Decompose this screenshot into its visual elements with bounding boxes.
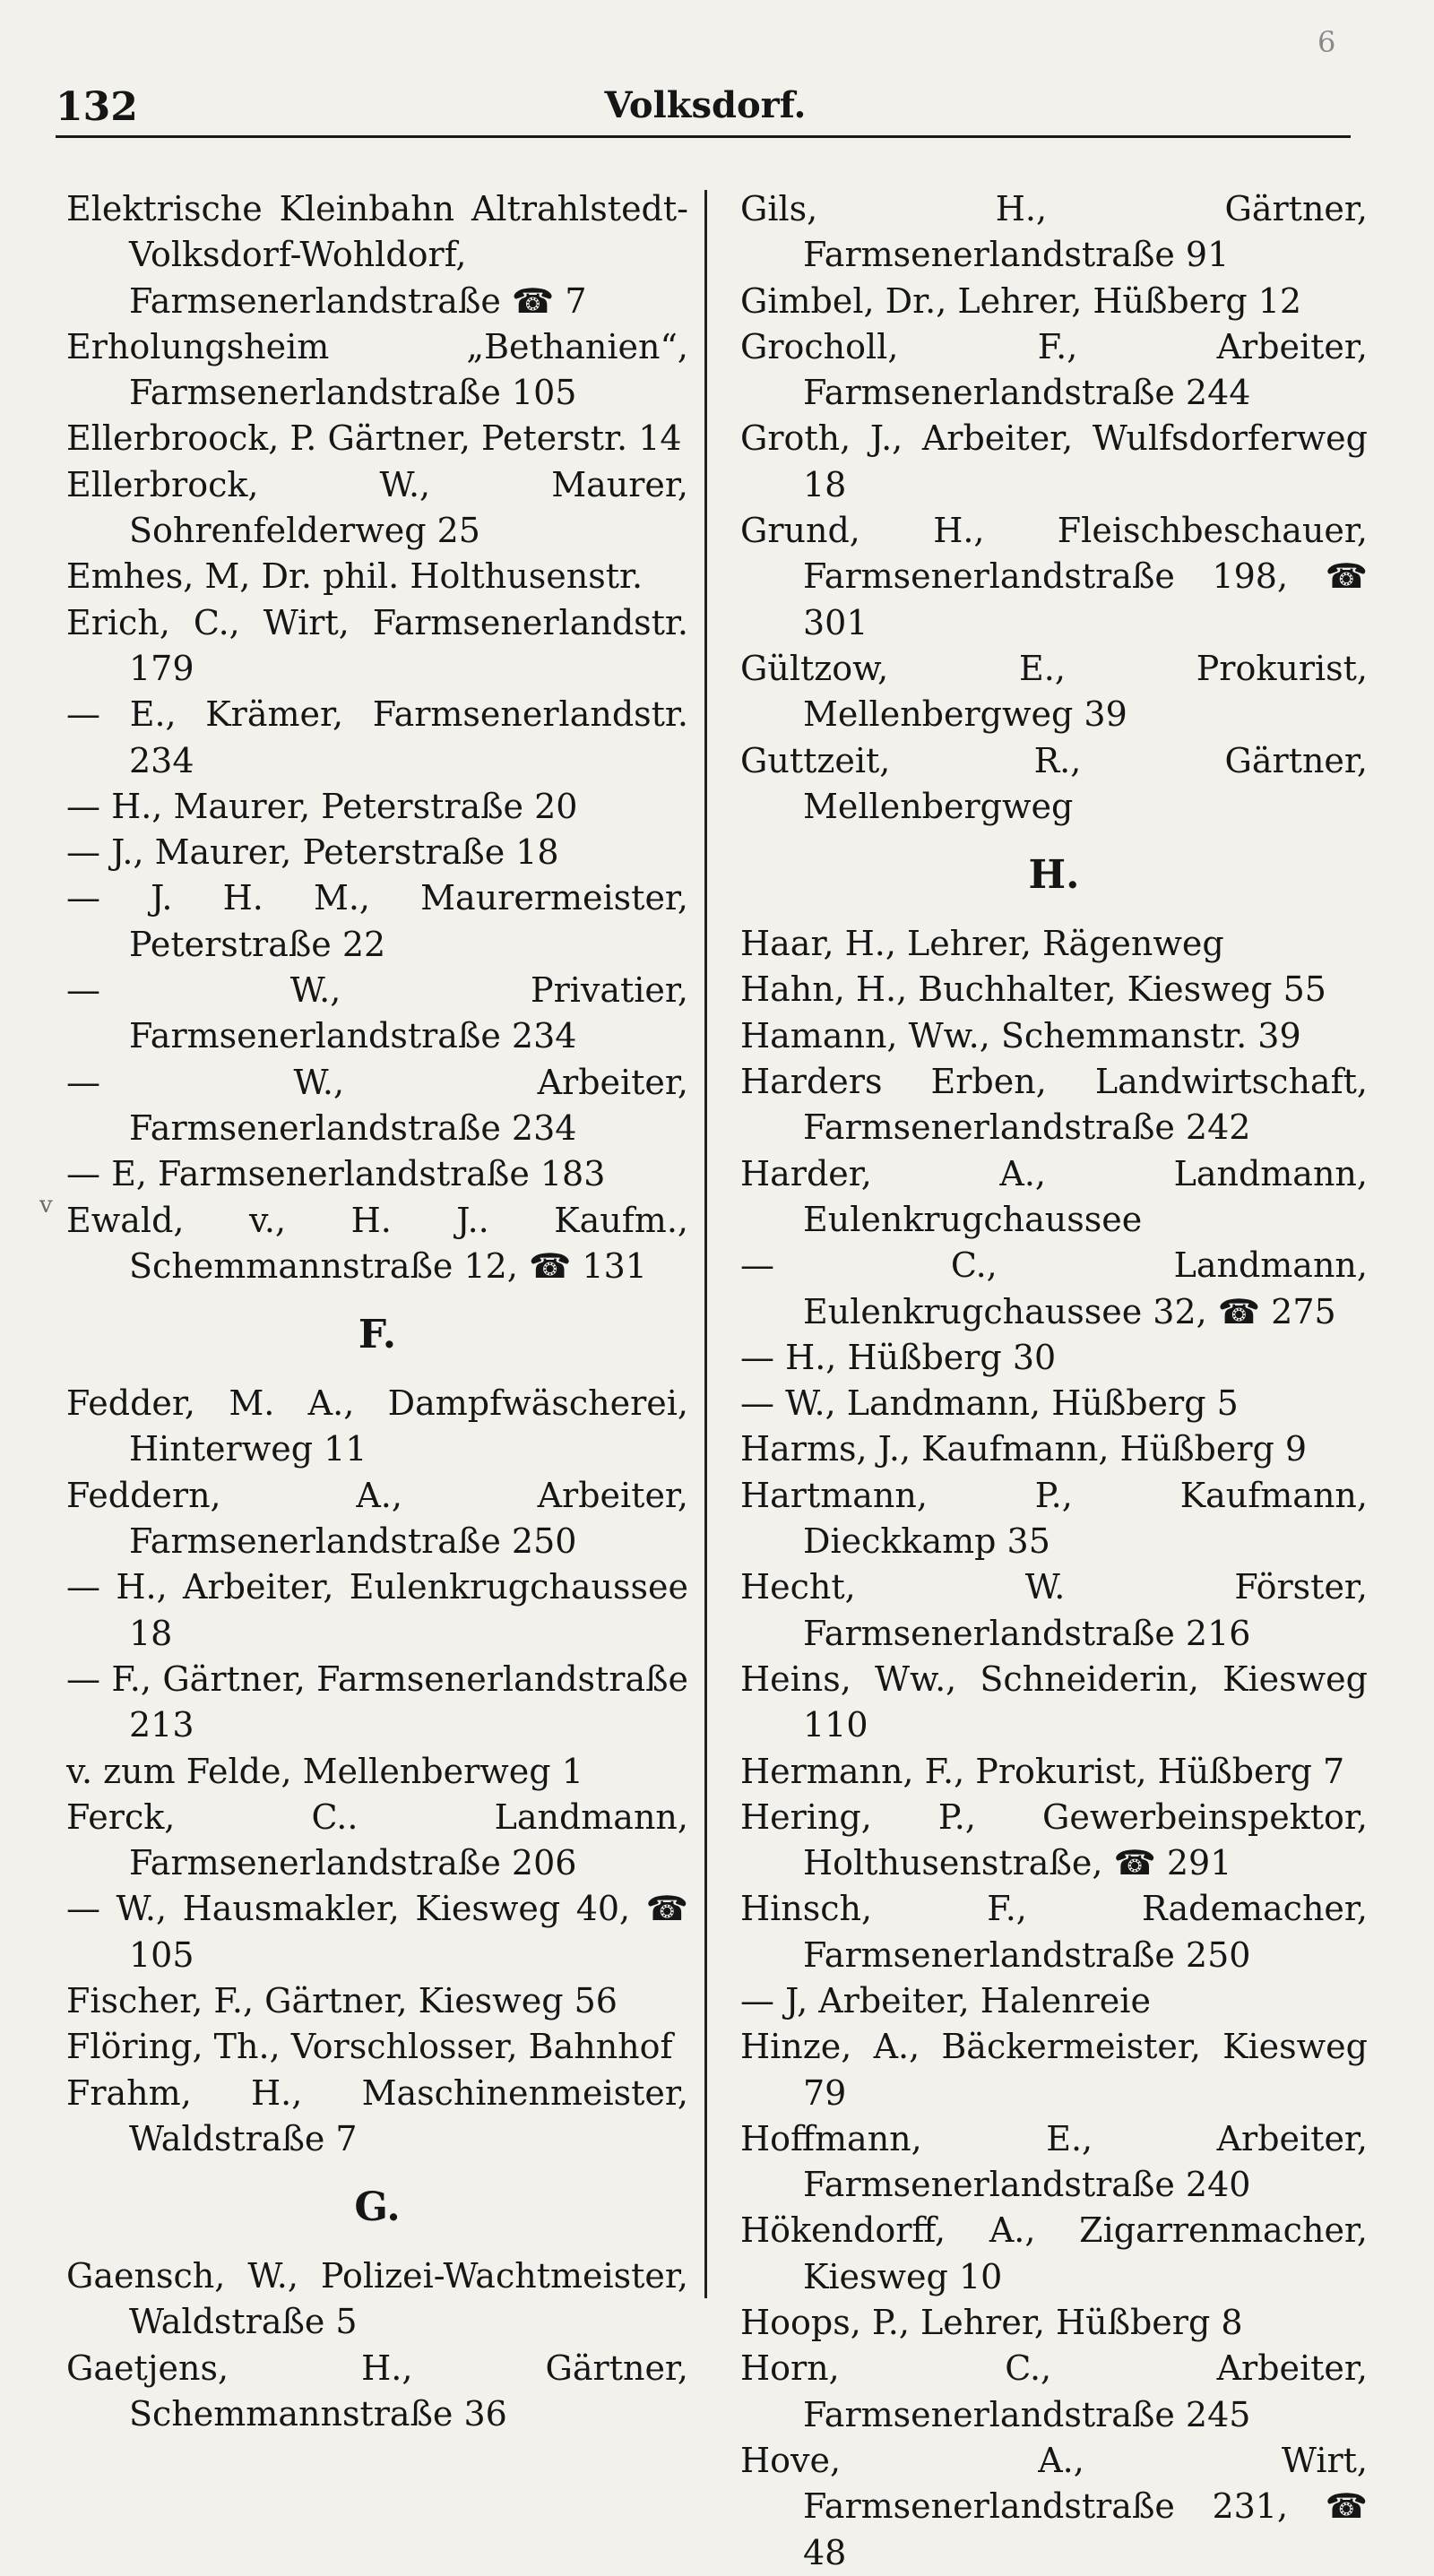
- directory-entry: Ellerbroock, P. Gärtner, Peterstr. 14: [66, 418, 682, 459]
- margin-mark: v: [39, 1192, 53, 1219]
- directory-entry: Hoops, P., Lehrer, Hüßberg 8: [740, 2303, 1243, 2343]
- directory-entry: v. zum Felde, Mellenberweg 1: [66, 1751, 583, 1791]
- directory-entry: Hecht, W. Förster, Farmsenerlandstraße 216: [740, 1567, 1368, 1653]
- directory-entry: — E, Farmsenerlandstraße 183: [66, 1154, 606, 1194]
- directory-entry: Harders Erben, Landwirtschaft, Farmsenerlandstraße 242: [740, 1062, 1368, 1148]
- directory-entry: Groth, J., Arbeiter, Wulfsdorferweg 18: [740, 418, 1368, 504]
- directory-entry: Harder, A., Landmann, Eulenkrugchaussee: [740, 1153, 1368, 1239]
- directory-entry: Hamann, Ww., Schemmanstr. 39: [740, 1015, 1301, 1055]
- directory-entry: — W., Landmann, Hüßberg 5: [740, 1383, 1239, 1424]
- directory-entry: Ellerbrock, W., Maurer, Sohrenfelderweg 25: [66, 464, 688, 551]
- directory-entry: Hoffmann, E., Arbeiter, Farmsenerlandstraße 240: [740, 2118, 1368, 2205]
- directory-entry: Heins, Ww., Schneiderin, Kiesweg 110: [740, 1658, 1368, 1745]
- directory-entry: Elektrische Kleinbahn Altrahlstedt-Volksdorf-Wohldorf, Farmsenerlandstraße ☎ 7: [66, 189, 688, 321]
- directory-entry: — J. H. M., Maurermeister, Peterstraße 22: [66, 878, 688, 964]
- directory-entry: Hartmann, P., Kaufmann, Dieckkamp 35: [740, 1475, 1368, 1562]
- section-heading: F.: [358, 1312, 397, 1358]
- directory-entry: Grocholl, F., Arbeiter, Farmsenerlandstraße 244: [740, 326, 1368, 413]
- page-header: [56, 77, 1355, 140]
- directory-entry: Haar, H., Lehrer, Rägenweg: [740, 924, 1224, 964]
- directory-entry: Hering, P., Gewerbeinspektor, Holthusenstraße, ☎ 291: [740, 1796, 1368, 1883]
- directory-entry: Gils, H., Gärtner, Farmsenerlandstraße 91: [740, 189, 1368, 275]
- directory-entry: Feddern, A., Arbeiter, Farmsenerlandstraße 250: [66, 1475, 688, 1562]
- directory-entry: Hove, A., Wirt, Farmsenerlandstraße 231, ☎ 48: [740, 2440, 1368, 2572]
- directory-entry: — W., Arbeiter, Farmsenerlandstraße 234: [66, 1062, 688, 1148]
- directory-entry: Fedder, M. A., Dampfwäscherei, Hinterweg 11: [66, 1383, 688, 1469]
- directory-entry: Ferck, C.. Landmann, Farmsenerlandstraße 206: [66, 1796, 688, 1883]
- directory-entry: Horn, C., Arbeiter, Farmsenerlandstraße 245: [740, 2348, 1368, 2434]
- directory-entry: Erholungsheim „Bethanien“, Farmsenerlandstraße 105: [66, 326, 688, 413]
- directory-entry: Hinsch, F., Rademacher, Farmsenerlandstraße 250: [740, 1889, 1368, 1975]
- directory-entry: — W., Hausmakler, Kiesweg 40, ☎ 105: [66, 1889, 688, 1975]
- directory-entry: — H., Maurer, Peterstraße 20: [66, 786, 578, 826]
- directory-entry: Gültzow, E., Prokurist, Mellenbergweg 39: [740, 648, 1368, 735]
- directory-entry: — F., Gärtner, Farmsenerlandstraße 213: [66, 1658, 688, 1745]
- directory-entry: Hinze, A., Bäckermeister, Kiesweg 79: [740, 2027, 1368, 2113]
- directory-entry: Flöring, Th., Vorschlosser, Bahnhof: [66, 2027, 673, 2067]
- directory-entry: — W., Privatier, Farmsenerlandstraße 234: [66, 970, 688, 1056]
- directory-entry: Hermann, F., Prokurist, Hüßberg 7: [740, 1751, 1345, 1791]
- directory-entry: Gaensch, W., Polizei-Wachtmeister, Waldstraße 5: [66, 2256, 688, 2342]
- header-rule: [56, 135, 1351, 138]
- directory-entry: Ewald, v., H. J.. Kaufm., Schemmannstraße 12, ☎ 131: [66, 1200, 688, 1286]
- directory-entry: — C., Landmann, Eulenkrugchaussee 32, ☎ 275: [740, 1245, 1368, 1331]
- page-number: 132: [56, 84, 138, 130]
- directory-entry: Erich, C., Wirt, Farmsenerlandstr. 179: [66, 602, 688, 688]
- page-corner-mark: 6: [1317, 25, 1336, 59]
- directory-entry: — H., Hüßberg 30: [740, 1337, 1057, 1377]
- directory-entry: Gaetjens, H., Gärtner, Schemmannstraße 36: [66, 2348, 688, 2434]
- directory-entry: — J, Arbeiter, Halenreie: [740, 1980, 1151, 2020]
- directory-entry: Frahm, H., Maschinenmeister, Waldstraße 7: [66, 2072, 688, 2158]
- directory-entry: Harms, J., Kaufmann, Hüßberg 9: [740, 1429, 1308, 1469]
- directory-entry: — H., Arbeiter, Eulenkrugchaussee 18: [66, 1567, 688, 1653]
- directory-entry: Hahn, H., Buchhalter, Kiesweg 55: [740, 969, 1326, 1010]
- left-column: [66, 186, 688, 2437]
- page-title: Volksdorf.: [604, 84, 807, 126]
- directory-entry: Gimbel, Dr., Lehrer, Hüßberg 12: [740, 280, 1302, 321]
- directory-entry: Emhes, M, Dr. phil. Holthusenstr.: [66, 556, 644, 597]
- directory-entry: Hökendorff, A., Zigarrenmacher, Kiesweg 10: [740, 2210, 1368, 2296]
- directory-entry: Fischer, F., Gärtner, Kiesweg 56: [66, 1980, 618, 2020]
- column-divider: [704, 190, 707, 2298]
- directory-entry: Grund, H., Fleischbeschauer, Farmsenerlandstraße 198, ☎ 301: [740, 511, 1368, 642]
- directory-entry: Guttzeit, R., Gärtner, Mellenbergweg: [740, 740, 1368, 826]
- section-heading: H.: [1028, 852, 1080, 899]
- directory-entry: — J., Maurer, Peterstraße 18: [66, 832, 559, 873]
- section-heading: G.: [354, 2184, 401, 2231]
- right-column: [740, 186, 1368, 2576]
- directory-entry: — E., Krämer, Farmsenerlandstr. 234: [66, 694, 688, 780]
